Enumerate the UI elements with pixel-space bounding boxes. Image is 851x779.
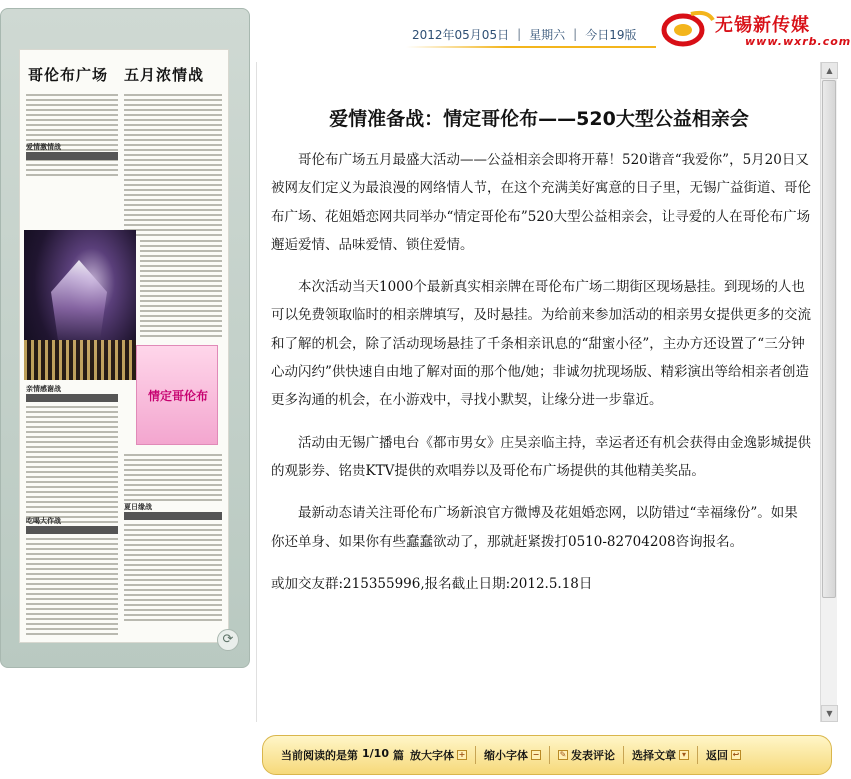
separator: | [573,27,578,41]
back-label: 返回 [705,749,728,762]
thumbnail-text-block [124,94,222,239]
mall-photo [24,230,136,380]
post-comment-button[interactable] [558,747,615,763]
enlarge-font-button[interactable] [410,747,467,763]
select-article-label: 选择文章 [631,749,676,762]
back-button[interactable] [706,747,741,763]
thumbnail-text-block [26,406,118,531]
page-thumbnail[interactable] [19,49,229,643]
reading-position [281,747,404,763]
article-scrollbar[interactable] [820,62,837,722]
divider [475,746,476,764]
header-underline [406,46,656,48]
reader-toolbar [262,735,832,775]
thumbnail-section-head: 亲情感谢战 [26,385,61,393]
logo-swirl-icon [661,8,715,50]
thumbnail-text-block [140,240,222,340]
issue-edition-count[interactable]: 今日19版 [585,27,637,42]
thumbnail-text-block [124,454,222,504]
scroll-down-arrow-icon[interactable]: ▼ [821,705,838,722]
thumbnail-text-block [26,94,118,179]
thumbnail-section-head: 爱情激情战 [26,143,61,151]
thumbnail-section-bar [124,512,222,520]
issue-weekday: 星期六 [529,27,566,42]
thumbnail-masthead: 哥伦布广场 五月浓情战 [28,66,205,84]
header-bar [256,0,851,60]
event-poster-image [136,345,218,445]
post-comment-label: 发表评论 [570,749,615,762]
divider [549,746,550,764]
back-arrow-icon: ↩ [732,750,740,759]
divider [697,746,698,764]
logo-url: www.wxrb.com [745,35,851,48]
logo-name: 无锡新传媒 [715,15,810,36]
article-body [271,146,811,612]
chevron-down-icon: ▾ [679,750,689,760]
article-paragraph: 本次活动当天1000个最新真实相亲牌在哥伦布广场二期街区现场悬挂。到现场的人也可以免费领取临时的相亲牌填写，及时悬挂。为给前来参加活动的相亲男女提供更多的交流和了解的机会，除了活动现场悬挂了千条相亲讯息的“甜蜜小径”，主办方还设置了“三分钟心动闪约”供快速自由地了解对面的那个他/她；非诚勿扰现场版、精彩演出等给相亲者创造更多沟通的机会，在小游戏中，寻找小默契，让缘分进一步靠近。 [271,279,811,409]
shrink-font-button[interactable] [484,747,541,763]
thumbnail-text-block [124,524,222,624]
shrink-font-label: 缩小字体 [483,749,528,762]
article-content [256,62,820,722]
page-thumbnail-panel [0,8,250,668]
poster-title: 情定哥伦布 [147,389,208,403]
reading-prefix: 当前阅读的是第 [281,749,358,762]
article-paragraph: 哥伦布广场五月最盛大活动——公益相亲会即将开幕！520谐音“我爱你”，5月20日又被网友们定义为最浪漫的网络情人节，在这个充满美好寓意的日子里，无锡广益街道、哥伦布广场、花姐婚恋网共同举办“情定哥伦布”520大型公益相亲会，让寻爱的人在哥伦布广场邂逅爱情、品味爱情、锁住爱情。 [271,152,811,253]
thumbnail-text-block [26,538,118,638]
thumbnail-section-head: 夏日缘战 [124,503,152,511]
scrollbar-thumb[interactable] [822,80,836,598]
thumbnail-section-bar [26,526,118,534]
article-paragraph: 最新动态请关注哥伦布广场新浪官方微博及花姐婚恋网，以防错过“幸福缘份”。如果你还单身、如果你有些蠢蠢欲动了，那就赶紧拨打0510-82704208咨询报名。 [271,505,798,550]
scroll-up-arrow-icon[interactable]: ▲ [821,62,838,79]
refresh-icon[interactable]: ⟳ [217,629,239,651]
thumbnail-section-bar [26,394,118,402]
dateline [412,24,636,44]
select-article-button[interactable] [632,747,689,763]
site-logo[interactable] [661,6,851,52]
thumbnail-section-bar [26,152,118,160]
plus-icon: + [458,750,466,759]
article-paragraph: 活动由无锡广播电台《都市男女》庄昊亲临主持，幸运者还有机会获得由金逸影城提供的观影券、铭贵KTV提供的欢唱券以及哥伦布广场提供的其他精美奖品。 [271,434,811,479]
comment-icon: ✎ [559,750,567,759]
reading-suffix: 篇 [392,749,404,762]
article-title: 爱情准备战：情定哥伦布——520大型公益相亲会 [329,108,749,130]
thumbnail-section-head: 吃喝大作战 [26,517,61,525]
article-paragraph: 或加交友群:215355996,报名截止日期:2012.5.18日 [271,575,593,592]
reading-page: 1/10 [362,747,389,760]
enlarge-font-label: 放大字体 [409,749,454,762]
issue-date: 2012年05月05日 [412,27,510,42]
divider [623,746,624,764]
minus-icon: − [532,750,540,759]
separator: | [517,27,522,41]
